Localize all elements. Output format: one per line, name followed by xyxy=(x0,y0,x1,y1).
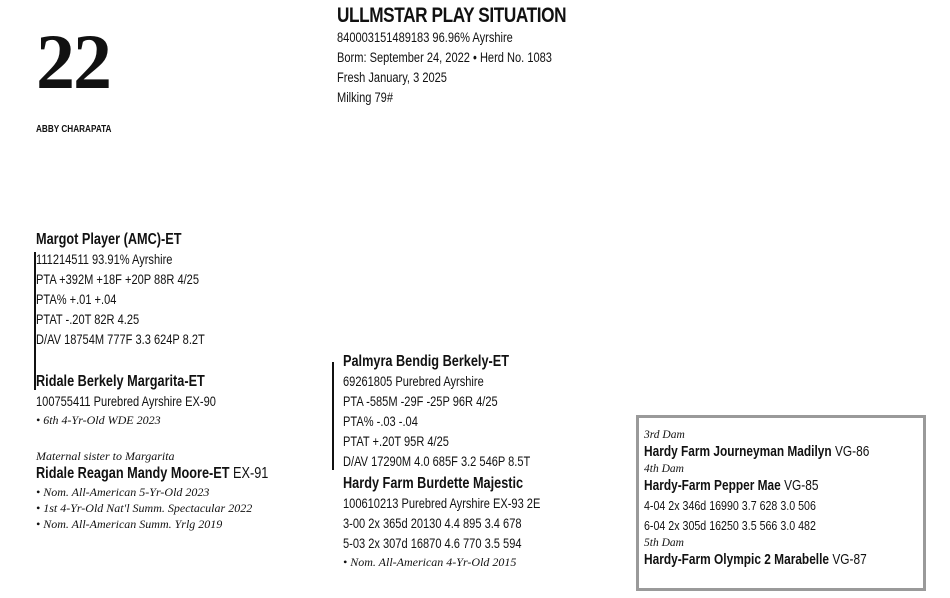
granddam-line: 100610213 Purebred Ayrshire EX-93 2E xyxy=(343,496,541,511)
dams-sire-line: PTA -585M -29F -25P 96R 4/25 xyxy=(343,394,498,409)
animal-born: Borm: September 24, 2022 • Herd No. 1083 xyxy=(337,50,552,65)
fourth-dam-score: VG-85 xyxy=(780,478,819,494)
sire-line: D/AV 18754M 777F 3.3 624P 8.2T xyxy=(36,332,205,347)
fourth-dam-line xyxy=(644,476,919,496)
dams-sire-name: Palmyra Bendig Berkely-ET xyxy=(343,353,510,370)
extended-pedigree-content xyxy=(644,428,919,570)
maternal-sister-label: Maternal sister to Margarita xyxy=(36,449,175,463)
fifth-dam-score: VG-87 xyxy=(829,552,867,568)
sire-line: PTA +392M +18F +20P 88R 4/25 xyxy=(36,272,199,287)
dams-sire-block xyxy=(343,352,571,472)
granddam-block xyxy=(343,474,584,570)
fifth-dam-name: Hardy-Farm Olympic 2 Marabelle xyxy=(644,552,830,568)
fourth-dam-record: 6-04 2x 305d 16250 3.5 566 3.0 482 xyxy=(644,518,816,533)
maternal-sister-note: • 1st 4-Yr-Old Nat'l Summ. Spectacular 2022 xyxy=(36,501,253,515)
animal-fresh: Fresh January, 3 2025 xyxy=(337,70,447,85)
extended-pedigree-box xyxy=(636,415,926,591)
maternal-sister-name: Ridale Reagan Mandy Moore-ET xyxy=(36,465,230,482)
third-dam-label: 3rd Dam xyxy=(644,429,685,441)
granddam-record: 5-03 2x 307d 16870 4.6 770 3.5 594 xyxy=(343,536,522,551)
animal-header xyxy=(337,4,616,108)
animal-milking: Milking 79# xyxy=(337,90,394,105)
dams-sire-line: 69261805 Purebred Ayrshire xyxy=(343,374,484,389)
fifth-dam-line xyxy=(644,550,919,570)
animal-id: 840003151489183 96.96% Ayrshire xyxy=(337,30,513,45)
lot-number: 22 xyxy=(36,18,110,105)
maternal-sister-note: • Nom. All-American Summ. Yrlg 2019 xyxy=(36,517,223,531)
sire-line: PTAT -.20T 82R 4.25 xyxy=(36,312,140,327)
dam-name: Ridale Berkely Margarita-ET xyxy=(36,373,205,390)
sire-block xyxy=(36,230,242,350)
dams-sire-line: PTA% -.03 -.04 xyxy=(343,414,418,429)
granddam-name: Hardy Farm Burdette Majestic xyxy=(343,475,524,492)
maternal-sister-name-line xyxy=(36,464,319,484)
sire-name: Margot Player (AMC)-ET xyxy=(36,231,182,248)
dam-block xyxy=(36,372,255,428)
dams-sire-line: PTAT +.20T 95R 4/25 xyxy=(343,434,449,449)
fourth-dam-record: 4-04 2x 346d 16990 3.7 628 3.0 506 xyxy=(644,498,816,513)
sire-line: 111214511 93.91% Ayrshire xyxy=(36,252,173,267)
fifth-dam-label: 5th Dam xyxy=(644,537,684,549)
maternal-sister-block xyxy=(36,448,319,532)
sire-line: PTA% +.01 +.04 xyxy=(36,292,117,307)
fourth-dam-label: 4th Dam xyxy=(644,463,684,475)
maternal-sister-note: • Nom. All-American 5-Yr-Old 2023 xyxy=(36,485,210,499)
maternal-sister-score: EX-91 xyxy=(229,465,269,482)
dams-sire-bracket xyxy=(332,362,334,470)
animal-name: ULLMSTAR PLAY SITUATION xyxy=(337,4,567,27)
third-dam-name: Hardy Farm Journeyman Madilyn xyxy=(644,444,832,460)
dam-line: 100755411 Purebred Ayrshire EX-90 xyxy=(36,394,216,409)
third-dam-line xyxy=(644,442,919,462)
consignor-name: ABBY CHARAPATA xyxy=(36,124,112,135)
third-dam-score: VG-86 xyxy=(831,444,870,460)
dam-note: • 6th 4-Yr-Old WDE 2023 xyxy=(36,413,161,427)
granddam-note: • Nom. All-American 4-Yr-Old 2015 xyxy=(343,555,517,569)
granddam-record: 3-00 2x 365d 20130 4.4 895 3.4 678 xyxy=(343,516,522,531)
fourth-dam-name: Hardy-Farm Pepper Mae xyxy=(644,478,781,494)
dams-sire-line: D/AV 17290M 4.0 685F 3.2 546P 8.5T xyxy=(343,454,531,469)
